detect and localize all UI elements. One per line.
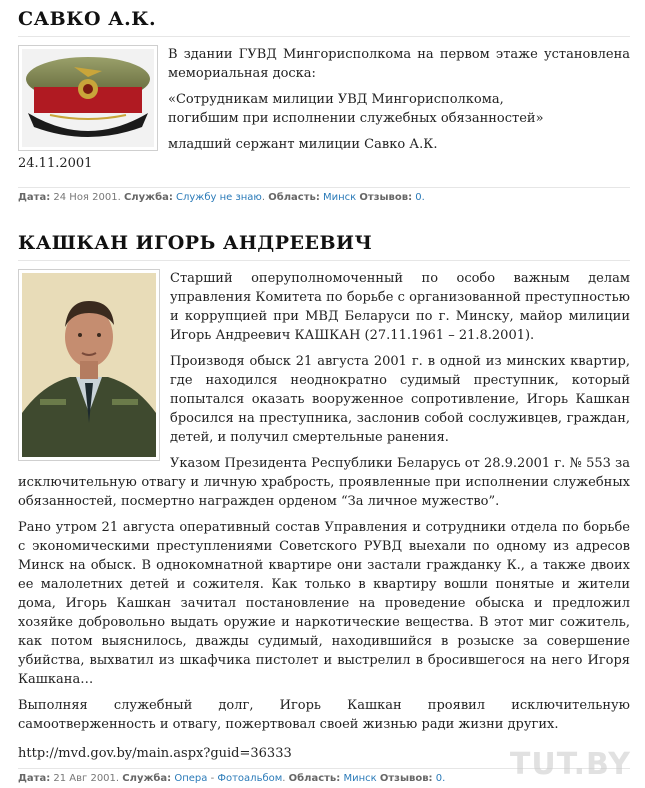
meta-service-separator: - — [210, 773, 215, 784]
entry-title: САВКО А.К. — [18, 8, 630, 37]
entry-kashkan — [18, 232, 630, 770]
paragraph: Старший оперуполномоченный по особо важным делам управления Комитета по борьбе с организованной преступностью и коррупцией при МВД Беларуси по г. Минску, майор милиции Игорь Андреевич КАШКАН (27.11.1961 – 21.8.2001). — [170, 271, 630, 343]
portrait-image — [22, 273, 156, 457]
meta-reviews-link[interactable]: 0. — [435, 773, 446, 784]
meta-region-label: Область: — [288, 773, 341, 784]
meta-date-label: Дата: — [18, 192, 51, 203]
photo-police-cap — [18, 45, 158, 151]
meta-reviews-link[interactable]: 0. — [415, 192, 425, 203]
meta-service-link[interactable]: Опера — [174, 773, 208, 784]
paragraph-name-date: младший сержант милиции Савко А.К. 24.11.2001 — [18, 137, 438, 171]
meta-region-label: Область: — [268, 192, 320, 203]
paragraph: Рано утром 21 августа оперативный состав Управления и сотрудники отдела по борьбе с экономическими преступлениями Советского РУВД выехали по одному из адресов Минск на обыск. В однокомнатной квартире они застали гражданку К., а также двоих ее малолетних детей и сожителя. Как только в квартиру вошли понятые и жители дома, Игорь Кашкан зачитал постановление на проведение обыска и предложил хозяйке добровольно выдать оружие и наркотические вещества. В этот миг сожитель, как потом выяснилось, дважды судимый, находившийся в розыске за совершение убийства, выхватил из шкафчика пистолет и выстрелил в бросившегося на него Игоря Кашкана… — [18, 520, 630, 687]
paragraph: Выполняя служебный долг, Игорь Кашкан проявил исключительную самоотверженность и отвагу, пожертвовал своей жизнью ради жизни других. — [18, 698, 630, 732]
meta-reviews-label: Отзывов: — [359, 192, 413, 203]
photo-portrait — [18, 269, 160, 461]
meta-service-link-2[interactable]: Фотоальбом — [217, 773, 283, 784]
meta-date: 24 Ноя 2001. — [53, 192, 121, 203]
meta-region-link[interactable]: Минск — [323, 192, 357, 203]
meta-service-label: Служба: — [123, 192, 173, 203]
police-cap-image — [22, 49, 154, 147]
meta-reviews-label: Отзывов: — [379, 773, 433, 784]
paragraph: Указом Президента Республики Беларусь от 28.9.2001 г. № 553 за исключительную отвагу и личную храбрость, проявленные при исполнении служебных обязанностей, посмертно награжден орденом “За личное мужество”. — [18, 456, 630, 509]
paragraph: В здании ГУВД Мингорисполкома на первом этаже установлена мемориальная доска: — [168, 47, 630, 81]
entry-title: КАШКАН ИГОРЬ АНДРЕЕВИЧ — [18, 232, 630, 261]
entry-savko — [18, 8, 630, 180]
meta-service-label: Служба: — [122, 773, 172, 784]
meta-service-link[interactable]: Службу не знаю — [176, 192, 262, 203]
paragraph: Производя обыск 21 августа 2001 г. в одной из минских квартир, где находился неоднократно судимый преступник, который попытался оказать вооруженное сопротивление, Игорь Кашкан бросился на преступника, заслонив собой сослуживцев, граждан, детей, и получил смертельные ранения. — [170, 354, 630, 445]
entry-meta: Дата: 24 Ноя 2001. Служба: Службу не знаю. Область: Минск Отзывов: 0. — [18, 187, 630, 203]
meta-date-label: Дата: — [18, 773, 51, 784]
meta-region-link[interactable]: Минск — [343, 773, 377, 784]
watermark-logo: TUT.BY — [509, 747, 631, 782]
paragraph-quote: «Сотрудникам милиции УВД Мингорисполкома, погибшим при исполнении служебных обязанностей» — [168, 92, 544, 126]
entry-meta: Дата: 21 Авг 2001. Служба: Опера - Фотоальбом. Область: Минск Отзывов: 0. — [18, 768, 630, 784]
meta-date: 21 Авг 2001. — [53, 773, 120, 784]
source-link[interactable]: http://mvd.gov.by/main.aspx?guid=36333 — [18, 746, 292, 761]
